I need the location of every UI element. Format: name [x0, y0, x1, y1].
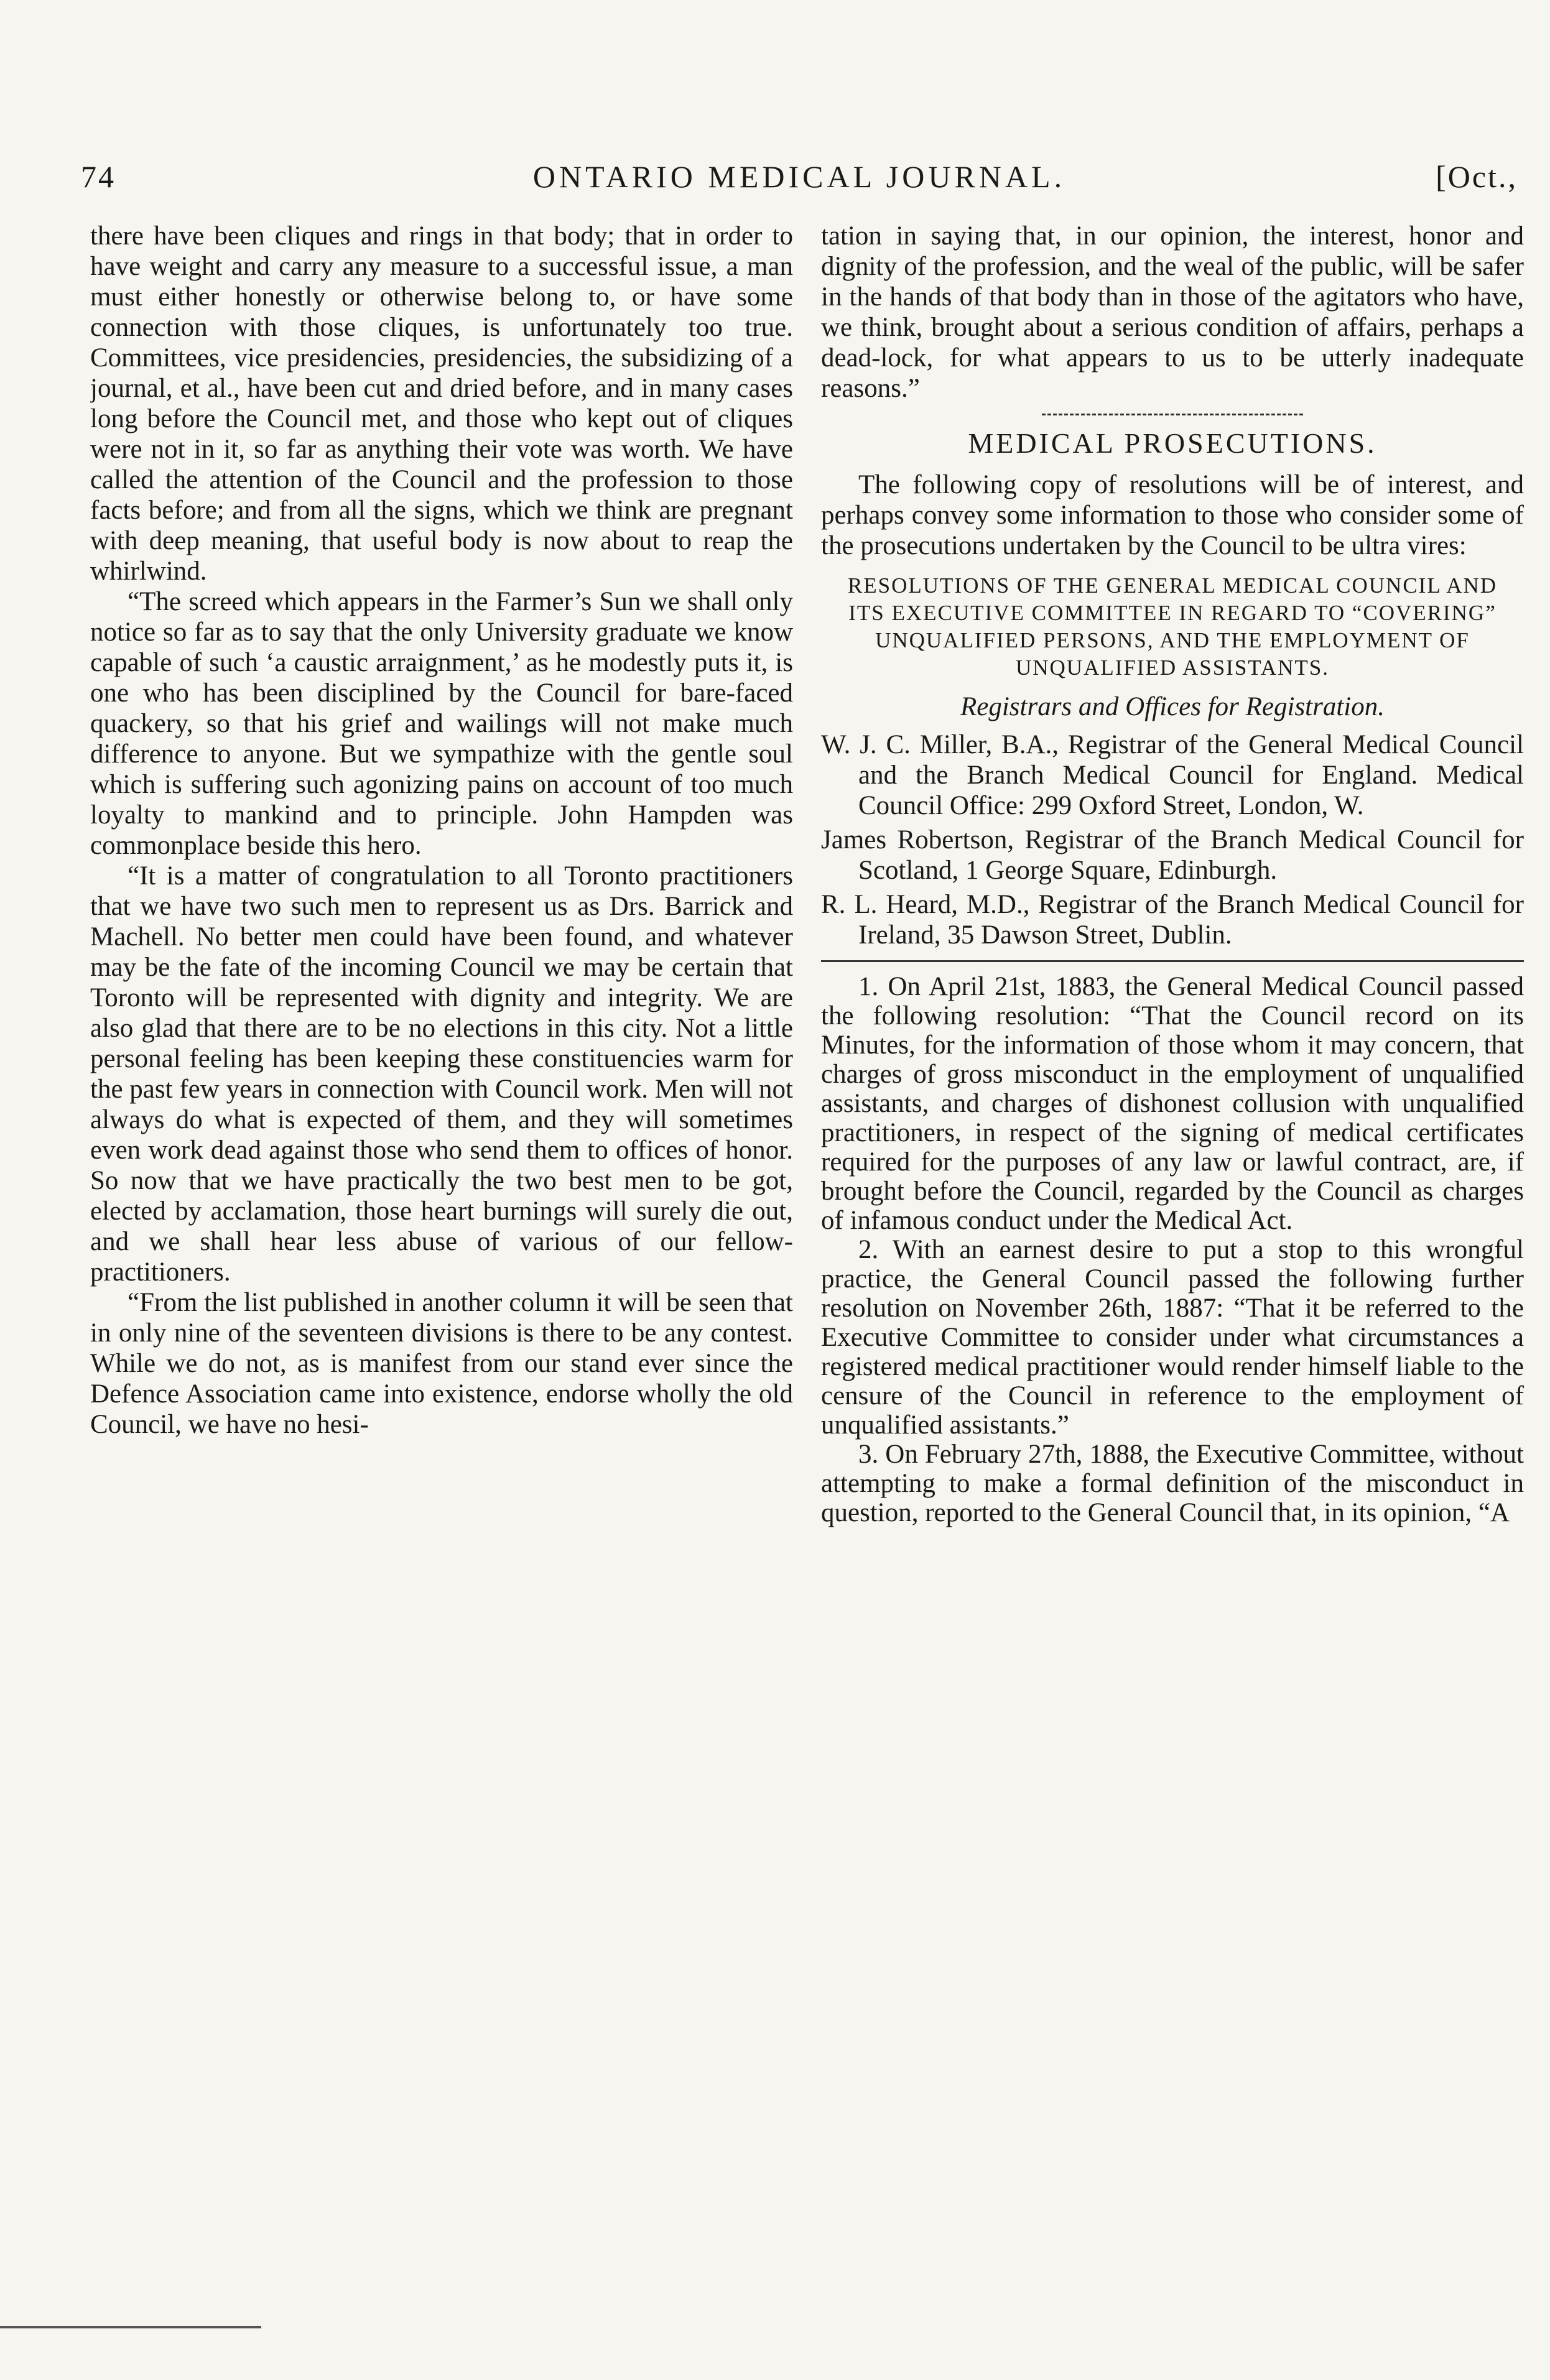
paragraph: “From the list published in another column it will be seen that in only nine of the seventeen divisions is there to be any contest. While we do not, as is manifest from our stand ever since the Defence Association came into existence, endorse wholly the old Council, we have no hesi- [90, 1288, 793, 1439]
journal-title: ONTARIO MEDICAL JOURNAL. [532, 159, 1066, 194]
section-intro: The following copy of resolutions will be of interest, and perhaps convey some information to those who consider some of the prosecutions undertaken by the Council to be ultra vires: [821, 470, 1524, 560]
numbered-paragraph: 3. On February 27th, 1888, the Executive Committee, without attempting to make a formal definition of the misconduct in question, reported to the General Council that, in its opinion, “A [821, 1440, 1524, 1527]
paragraph: tation in saying that, in our opinion, the interest, honor and dignity of the profession, and the weal of the public, will be safer in the hands of that body than in those of the agitators who have, we think, brought about a serious condition of affairs, perhaps a dead-lock, for what appears to us to be utterly inadequate reasons.” [821, 221, 1524, 403]
registrar-entry: W. J. C. Miller, B.A., Registrar of the General Medical Council and the Branch Medical Council for England. Medical Council Office: 299 Oxford Street, London, W. [821, 730, 1524, 820]
numbered-paragraph: 2. With an earnest desire to put a stop to this wrongful practice, the General Council passed the following further resolution on November 26th, 1887: “That it be referred to the Executive Committee to consider under what circumstances a registered medical practitioner would render himself liable to the censure of the Council in reference to the employment of unqualified assistants.” [821, 1235, 1524, 1440]
paragraph: there have been cliques and rings in that body; that in order to have weight and carry any measure to a successful issue, a man must either honestly or otherwise belong to, or have some connection with those cliques, is unfortunately too true. Committees, vice presidencies, presidencies, the subsidizing of a journal, et al., have been cut and dried before, and in many cases long before the Council met, and those who kept out of cliques were not in it, so far as anything their vote was worth. We have called the attention of the Council and the profession to those facts before; and from all the signs, which we think are pregnant with deep meaning, that useful body is now about to reap the whirlwind. [90, 221, 793, 586]
registrars-heading: Registrars and Offices for Registration. [960, 692, 1385, 721]
horizontal-rule [821, 960, 1524, 962]
right-column [821, 221, 1524, 2304]
section-title: MEDICAL PROSECUTIONS. [968, 427, 1377, 459]
left-column [90, 221, 793, 2304]
section-divider [1042, 414, 1303, 415]
paragraph: “The screed which appears in the Farmer’s Sun we shall only notice so far as to say that the only University graduate we know capable of such ‘a caustic arraignment,’ as he modestly puts it, is one who has been disciplined by the Council for bare-faced quackery, so that his grief and wailings will not make much difference to anyone. But we sympathize with the gentle soul which is suffering such agonizing pains on account of too much loyalty to mankind and to principle. John Hampden was commonplace beside this hero. [90, 587, 793, 860]
page-number: 74 [81, 159, 116, 194]
paragraph: “It is a matter of congratulation to all Toronto practitioners that we have two such men to represent us as Drs. Barrick and Machell. No better men could have been found, and whatever may be the fate of the incoming Council we may be certain that Toronto will be represented with dignity and integrity. We are also glad that there are to be no elections in this city. Not a little personal feeling has been keeping these constituencies warm for the past few years in connection with Council work. Men will not always do what is expected of them, and they will sometimes even work dead against those who send them to offices of honor. So now that we have practically the two best men to be got, elected by acclamation, those heart burnings will surely die out, and we shall hear less abuse of various of our fellow-practitioners. [90, 861, 793, 1287]
issue-month: [Oct., [1436, 159, 1518, 194]
page-header [81, 159, 1518, 208]
numbered-paragraph: 1. On April 21st, 1883, the General Medical Council passed the following resolution: “That the Council record on its Minutes, for the information of those whom it may concern, that charges of gross misconduct in the employment of unqualified assistants, and charges of dishonest collusion with unqualified practitioners, in respect of the signing of medical certificates required for the purposes of any law or lawful contract, are, if brought before the Council, regarded by the Council as charges of infamous conduct under the Medical Act. [821, 972, 1524, 1235]
registrar-entry: R. L. Heard, M.D., Registrar of the Branch Medical Council for Ireland, 35 Dawson Street, Dublin. [821, 890, 1524, 950]
registrar-entry: James Robertson, Registrar of the Branch Medical Council for Scotland, 1 George Square, Edinburgh. [821, 825, 1524, 885]
resolutions-subheading: RESOLUTIONS OF THE GENERAL MEDICAL COUNCIL AND ITS EXECUTIVE COMMITTEE IN REGARD TO “COVERING” UNQUALIFIED PERSONS, AND THE EMPLOYMENT OF UNQUALIFIED ASSISTANTS. [847, 573, 1498, 680]
bottom-edge-rule [0, 2326, 261, 2328]
